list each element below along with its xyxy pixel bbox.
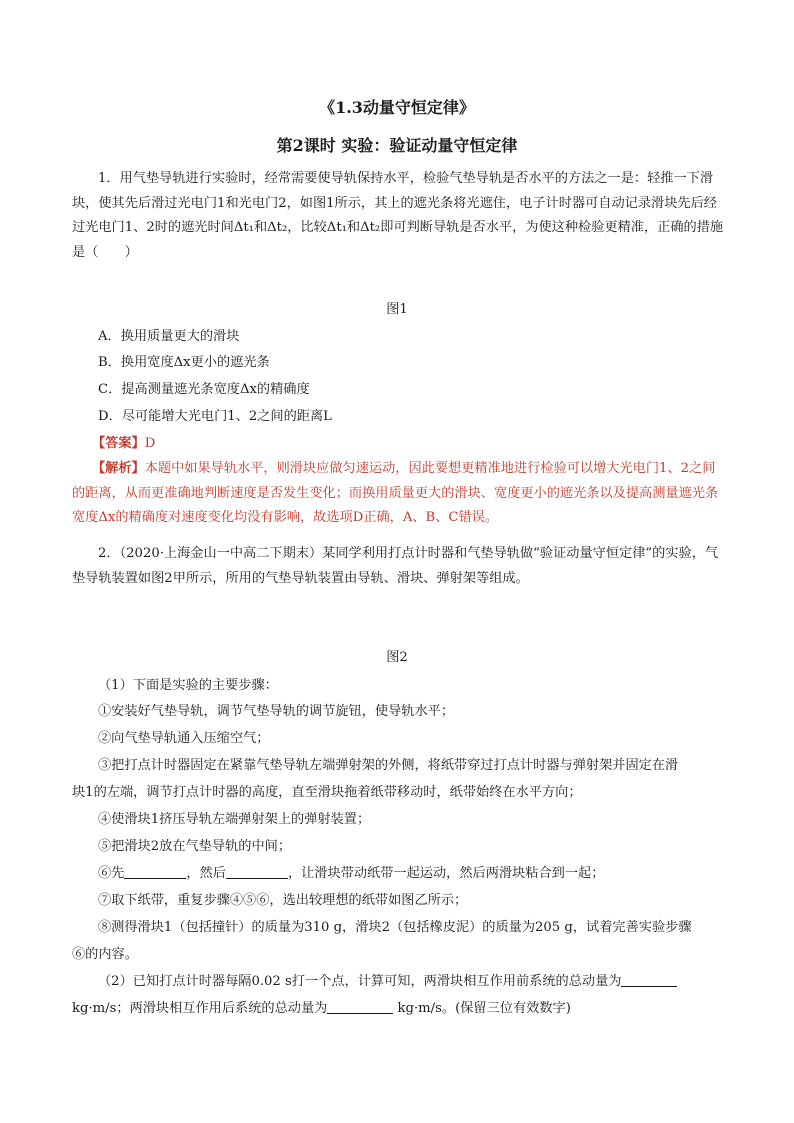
document-subtitle: 第2课时 实验：验证动量守恒定律 xyxy=(276,136,518,155)
step-1: ①安装好气垫导轨，调节气垫导轨的调节旋钮，使导轨水平； xyxy=(98,704,455,719)
analysis-paragraph xyxy=(72,457,724,531)
option-c: C．提高测量遮光条宽度Δx的精确度 xyxy=(98,382,310,397)
question-2 xyxy=(72,542,724,591)
figure-2-caption: 图2 xyxy=(386,650,408,665)
part-2-blank-1[interactable] xyxy=(621,972,677,987)
step-8-line-1: ⑧测得滑块1（包括撞针）的质量为310 g，滑块2（包括橡皮泥）的质量为205 g，试着完善实验步骤 xyxy=(98,920,692,935)
step-6-blank-1[interactable] xyxy=(124,864,186,879)
answer-tag: 【答案】 xyxy=(92,436,145,451)
step-6-part-a: ⑥先 xyxy=(98,866,125,881)
part-2-line-2 xyxy=(72,999,732,1019)
step-6 xyxy=(98,864,758,884)
option-b: B．换用宽度Δx更小的遮光条 xyxy=(98,355,270,370)
step-3-line-2: 块1的左端，调节打点计时器的高度，直至滑块拖着纸带移动时，纸带始终在水平方向； xyxy=(72,785,582,800)
question-1-stem: 1．用气垫导轨进行实验时，经常需要使导轨保持水平，检验气垫导轨是否水平的方法之一是：轻推一下滑块，使其先后滑过光电门1和光电门2，如图1所示，其上的遮光条将光遮住，电子计时器可自动记录滑块先后经过光电门1、2时的遮光时间Δt₁和Δt₂，比较Δt₁和Δt₂即可判断导轨是否水平，为使这种检验更精准，正确的措施是（ ） xyxy=(72,171,724,260)
step-2: ②向气垫导轨通入压缩空气； xyxy=(98,731,270,746)
answer-line xyxy=(92,434,752,454)
part-2-text-3: kg·m/s。(保留三位有效数字) xyxy=(397,1001,571,1016)
document-title: 《1.3动量守恒定律》 xyxy=(319,98,475,117)
option-a: A．换用质量更大的滑块 xyxy=(98,329,240,344)
step-4: ④使滑块1挤压导轨左端弹射架上的弹射装置； xyxy=(98,812,371,827)
step-8-line-2: ⑥的内容。 xyxy=(72,947,138,962)
step-3-line-1: ③把打点计时器固定在紧靠气垫导轨左端弹射架的外侧，将纸带穿过打点计时器与弹射架并固定在滑 xyxy=(98,758,679,773)
analysis-tag: 【解析】 xyxy=(92,461,145,476)
part-2-text-2: kg·m/s；两滑块相互作用后系统的总动量为 xyxy=(72,1001,328,1016)
part-2-line-1 xyxy=(98,972,758,992)
step-7: ⑦取下纸带，重复步骤④⑤⑥，选出较理想的纸带如图乙所示； xyxy=(98,893,468,908)
option-d: D．尽可能增大光电门1、2之间的距离L xyxy=(98,409,332,424)
figure-1-caption: 图1 xyxy=(386,302,408,317)
step-6-part-b: ，然后 xyxy=(186,866,226,881)
part-2-blank-2[interactable] xyxy=(327,999,393,1014)
part-2-text-1: （2）已知打点计时器每隔0.02 s打一个点，计算可知，两滑块相互作用前系统的总动量为 xyxy=(98,974,622,989)
question-2-stem: 2．（2020·上海金山一中高二下期末）某同学利用打点计时器和气垫导轨做“验证动量守恒定律”的实验，气垫导轨装置如图2甲所示，所用的气垫导轨装置由导轨、滑块、弹射架等组成。 xyxy=(72,546,719,586)
question-1 xyxy=(72,167,724,265)
analysis-block xyxy=(72,457,724,531)
answer-value: D xyxy=(144,436,156,451)
step-5: ⑤把滑块2放在气垫导轨的中间； xyxy=(98,839,292,854)
step-6-blank-2[interactable] xyxy=(226,864,288,879)
analysis-text: 本题中如果导轨水平，则滑块应做匀速运动，因此要想更精准地进行检验可以增大光电门1、2之间的距离，从而更准确地判断速度是否发生变化；而换用质量更大的滑块、宽度更小的遮光条以及提高测量遮光条宽度Δx的精确度对速度变化均没有影响，故选项D正确，A、B、C错误。 xyxy=(72,461,719,525)
part-1-intro: （1）下面是实验的主要步骤： xyxy=(98,678,278,693)
step-6-part-c: ，让滑块带动纸带一起运动，然后两滑块粘合到一起； xyxy=(287,866,605,881)
